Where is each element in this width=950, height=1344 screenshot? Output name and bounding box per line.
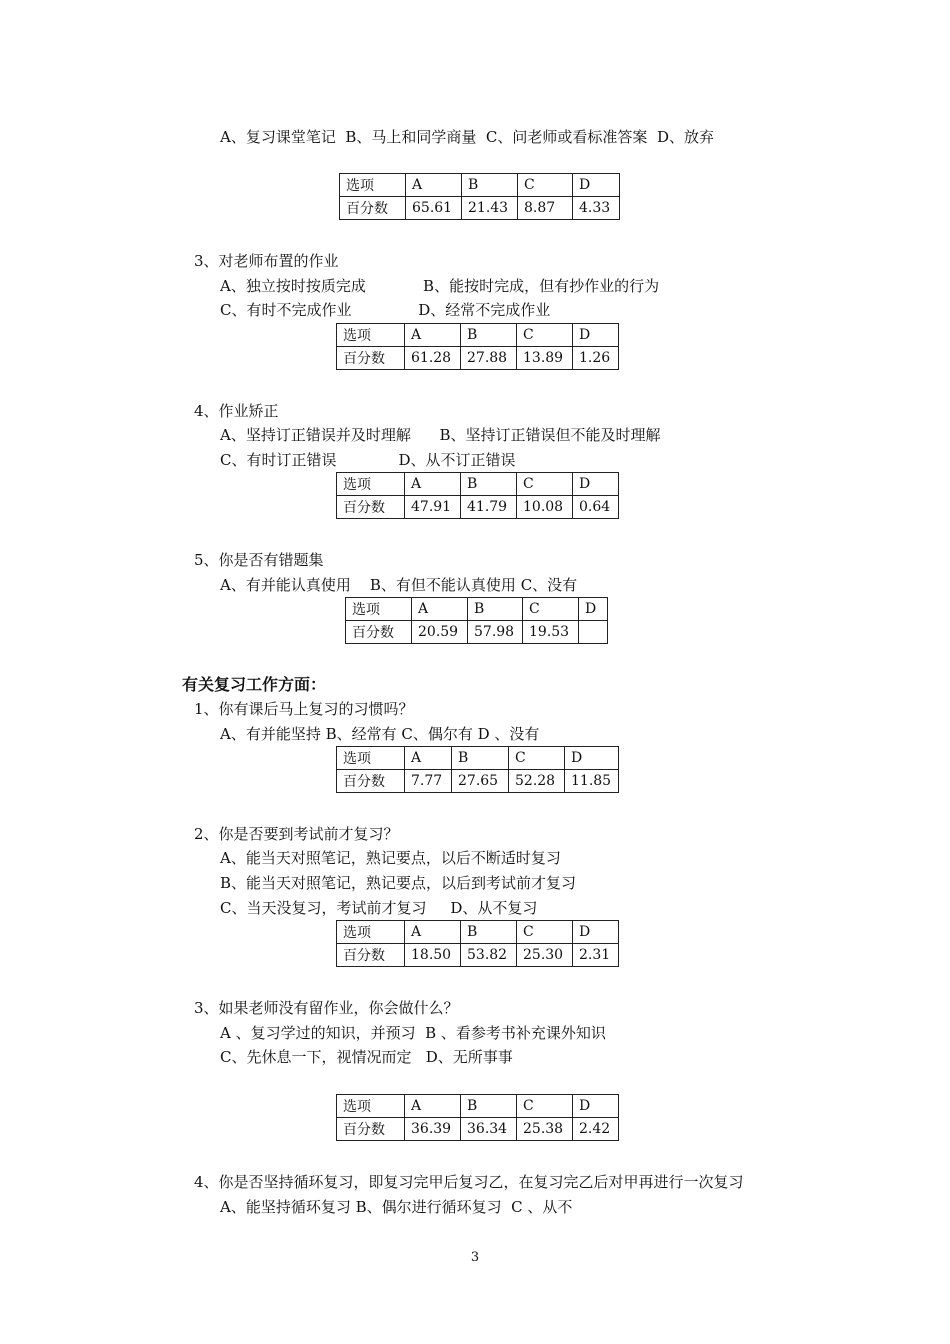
table-row xyxy=(346,621,608,644)
table-cell: D xyxy=(573,1095,619,1118)
table-cell: 53.82 xyxy=(461,944,517,967)
table-cell: 47.91 xyxy=(405,496,461,519)
table-cell: C xyxy=(517,473,573,496)
percentage-table xyxy=(336,920,619,967)
table-row xyxy=(337,496,619,519)
table-cell: A xyxy=(412,598,468,621)
table-cell: 27.88 xyxy=(461,347,517,370)
table-row xyxy=(337,1118,619,1141)
percentage-table xyxy=(336,1094,619,1141)
table-cell: 11.85 xyxy=(565,770,619,793)
question-title: 4、你是否坚持循环复习，即复习完甲后复习乙，在复习完乙后对甲再进行一次复习 xyxy=(194,1173,744,1191)
question-title: 1、你有课后马上复习的习惯吗？ xyxy=(194,700,414,718)
question-option: C、当天没复习，考试前才复习 D、从不复习 xyxy=(220,899,538,917)
percentage-table xyxy=(336,323,619,370)
table-cell: 25.38 xyxy=(517,1118,573,1141)
percentage-table xyxy=(336,472,619,519)
table-cell: 20.59 xyxy=(412,621,468,644)
table-cell: 61.28 xyxy=(405,347,461,370)
table-row xyxy=(337,770,619,793)
question-option: A、能当天对照笔记，熟记要点，以后不断适时复习 xyxy=(220,849,561,867)
table-cell: 百分数 xyxy=(337,496,405,519)
options-line: A、复习课堂笔记 B、马上和同学商量 C、问老师或看标准答案 D、放弃 xyxy=(220,128,714,146)
table-cell: D xyxy=(573,324,619,347)
table-cell: C xyxy=(517,921,573,944)
table-cell: 8.87 xyxy=(518,197,573,220)
table-cell: C xyxy=(509,747,565,770)
table-cell: C xyxy=(523,598,579,621)
table-cell: D xyxy=(573,174,620,197)
table-cell: 百分数 xyxy=(337,770,405,793)
table-cell: 选项 xyxy=(340,174,406,197)
table-row xyxy=(337,747,619,770)
question-option: B、能当天对照笔记，熟记要点，以后到考试前才复习 xyxy=(220,874,577,892)
question-option: A、能坚持循环复习 B、偶尔进行循环复习 C 、从不 xyxy=(220,1198,573,1216)
table-cell xyxy=(579,621,608,644)
table-cell: A xyxy=(405,473,461,496)
question-option: C、有时订正错误 D、从不订正错误 xyxy=(220,451,516,469)
table-cell: B xyxy=(461,921,517,944)
percentage-table xyxy=(339,173,620,220)
table-cell: D xyxy=(565,747,619,770)
table-cell: A xyxy=(405,747,452,770)
table-cell: B xyxy=(461,473,517,496)
table-cell: 10.08 xyxy=(517,496,573,519)
table-row xyxy=(340,197,620,220)
table-cell: 25.30 xyxy=(517,944,573,967)
table-cell: B xyxy=(468,598,523,621)
table-cell: 27.65 xyxy=(452,770,509,793)
table-cell: 1.26 xyxy=(573,347,619,370)
table-cell: 41.79 xyxy=(461,496,517,519)
question-title: 3、对老师布置的作业 xyxy=(194,252,339,270)
table-cell: 选项 xyxy=(337,921,405,944)
table-cell: 52.28 xyxy=(509,770,565,793)
question-option: A 、复习学过的知识，并预习 B 、看参考书补充课外知识 xyxy=(220,1024,606,1042)
question-option: A、有并能坚持 B、经常有 C、偶尔有 D 、没有 xyxy=(220,725,540,743)
table-row xyxy=(337,921,619,944)
question-option: A、坚持订正错误并及时理解 B、坚持订正错误但不能及时理解 xyxy=(220,426,661,444)
table-cell: 2.31 xyxy=(573,944,619,967)
table-cell: 65.61 xyxy=(406,197,462,220)
question-option: A、有并能认真使用 B、有但不能认真使用 C、没有 xyxy=(220,576,578,594)
table-row xyxy=(340,174,620,197)
table-cell: A xyxy=(405,324,461,347)
table-cell: 4.33 xyxy=(573,197,620,220)
table-cell: D xyxy=(579,598,608,621)
percentage-table xyxy=(336,746,619,793)
page-number: 3 xyxy=(470,1250,480,1265)
table-cell: 0.64 xyxy=(573,496,619,519)
table-cell: 7.77 xyxy=(405,770,452,793)
table-cell: 2.42 xyxy=(573,1118,619,1141)
table-cell: 百分数 xyxy=(337,347,405,370)
table-cell: C xyxy=(517,1095,573,1118)
table-cell: 百分数 xyxy=(337,1118,405,1141)
table-cell: 选项 xyxy=(337,473,405,496)
question-title: 2、你是否要到考试前才复习？ xyxy=(194,825,399,843)
table-cell: 百分数 xyxy=(337,944,405,967)
table-cell: 36.34 xyxy=(461,1118,517,1141)
table-row xyxy=(337,324,619,347)
question-title: 5、你是否有错题集 xyxy=(194,551,324,569)
table-cell: A xyxy=(405,1095,461,1118)
table-cell: C xyxy=(517,324,573,347)
table-row xyxy=(346,598,608,621)
table-cell: 19.53 xyxy=(523,621,579,644)
table-cell: B xyxy=(461,1095,517,1118)
table-cell: B xyxy=(462,174,518,197)
table-cell: C xyxy=(518,174,573,197)
table-cell: D xyxy=(573,921,619,944)
table-cell: 选项 xyxy=(337,324,405,347)
table-cell: A xyxy=(405,921,461,944)
table-cell: 57.98 xyxy=(468,621,523,644)
table-row xyxy=(337,347,619,370)
table-cell: 13.89 xyxy=(517,347,573,370)
question-option: A、独立按时按质完成 B、能按时完成，但有抄作业的行为 xyxy=(220,277,660,295)
table-cell: B xyxy=(452,747,509,770)
table-row xyxy=(337,944,619,967)
table-cell: B xyxy=(461,324,517,347)
percentage-table xyxy=(345,597,608,644)
table-row xyxy=(337,1095,619,1118)
table-cell: 百分数 xyxy=(340,197,406,220)
table-cell: 36.39 xyxy=(405,1118,461,1141)
table-cell: 21.43 xyxy=(462,197,518,220)
table-cell: D xyxy=(573,473,619,496)
table-cell: 18.50 xyxy=(405,944,461,967)
section-heading: 有关复习工作方面： xyxy=(182,675,327,694)
table-cell: 选项 xyxy=(337,1095,405,1118)
question-title: 3、如果老师没有留作业，你会做什么？ xyxy=(194,999,459,1017)
table-cell: 选项 xyxy=(346,598,412,621)
question-title: 4、作业矫正 xyxy=(194,402,279,420)
table-cell: 百分数 xyxy=(346,621,412,644)
question-option: C、先休息一下，视情况而定 D、无所事事 xyxy=(220,1048,513,1066)
table-cell: 选项 xyxy=(337,747,405,770)
table-row xyxy=(337,473,619,496)
table-cell: A xyxy=(406,174,462,197)
question-option: C、有时不完成作业 D、经常不完成作业 xyxy=(220,301,551,319)
